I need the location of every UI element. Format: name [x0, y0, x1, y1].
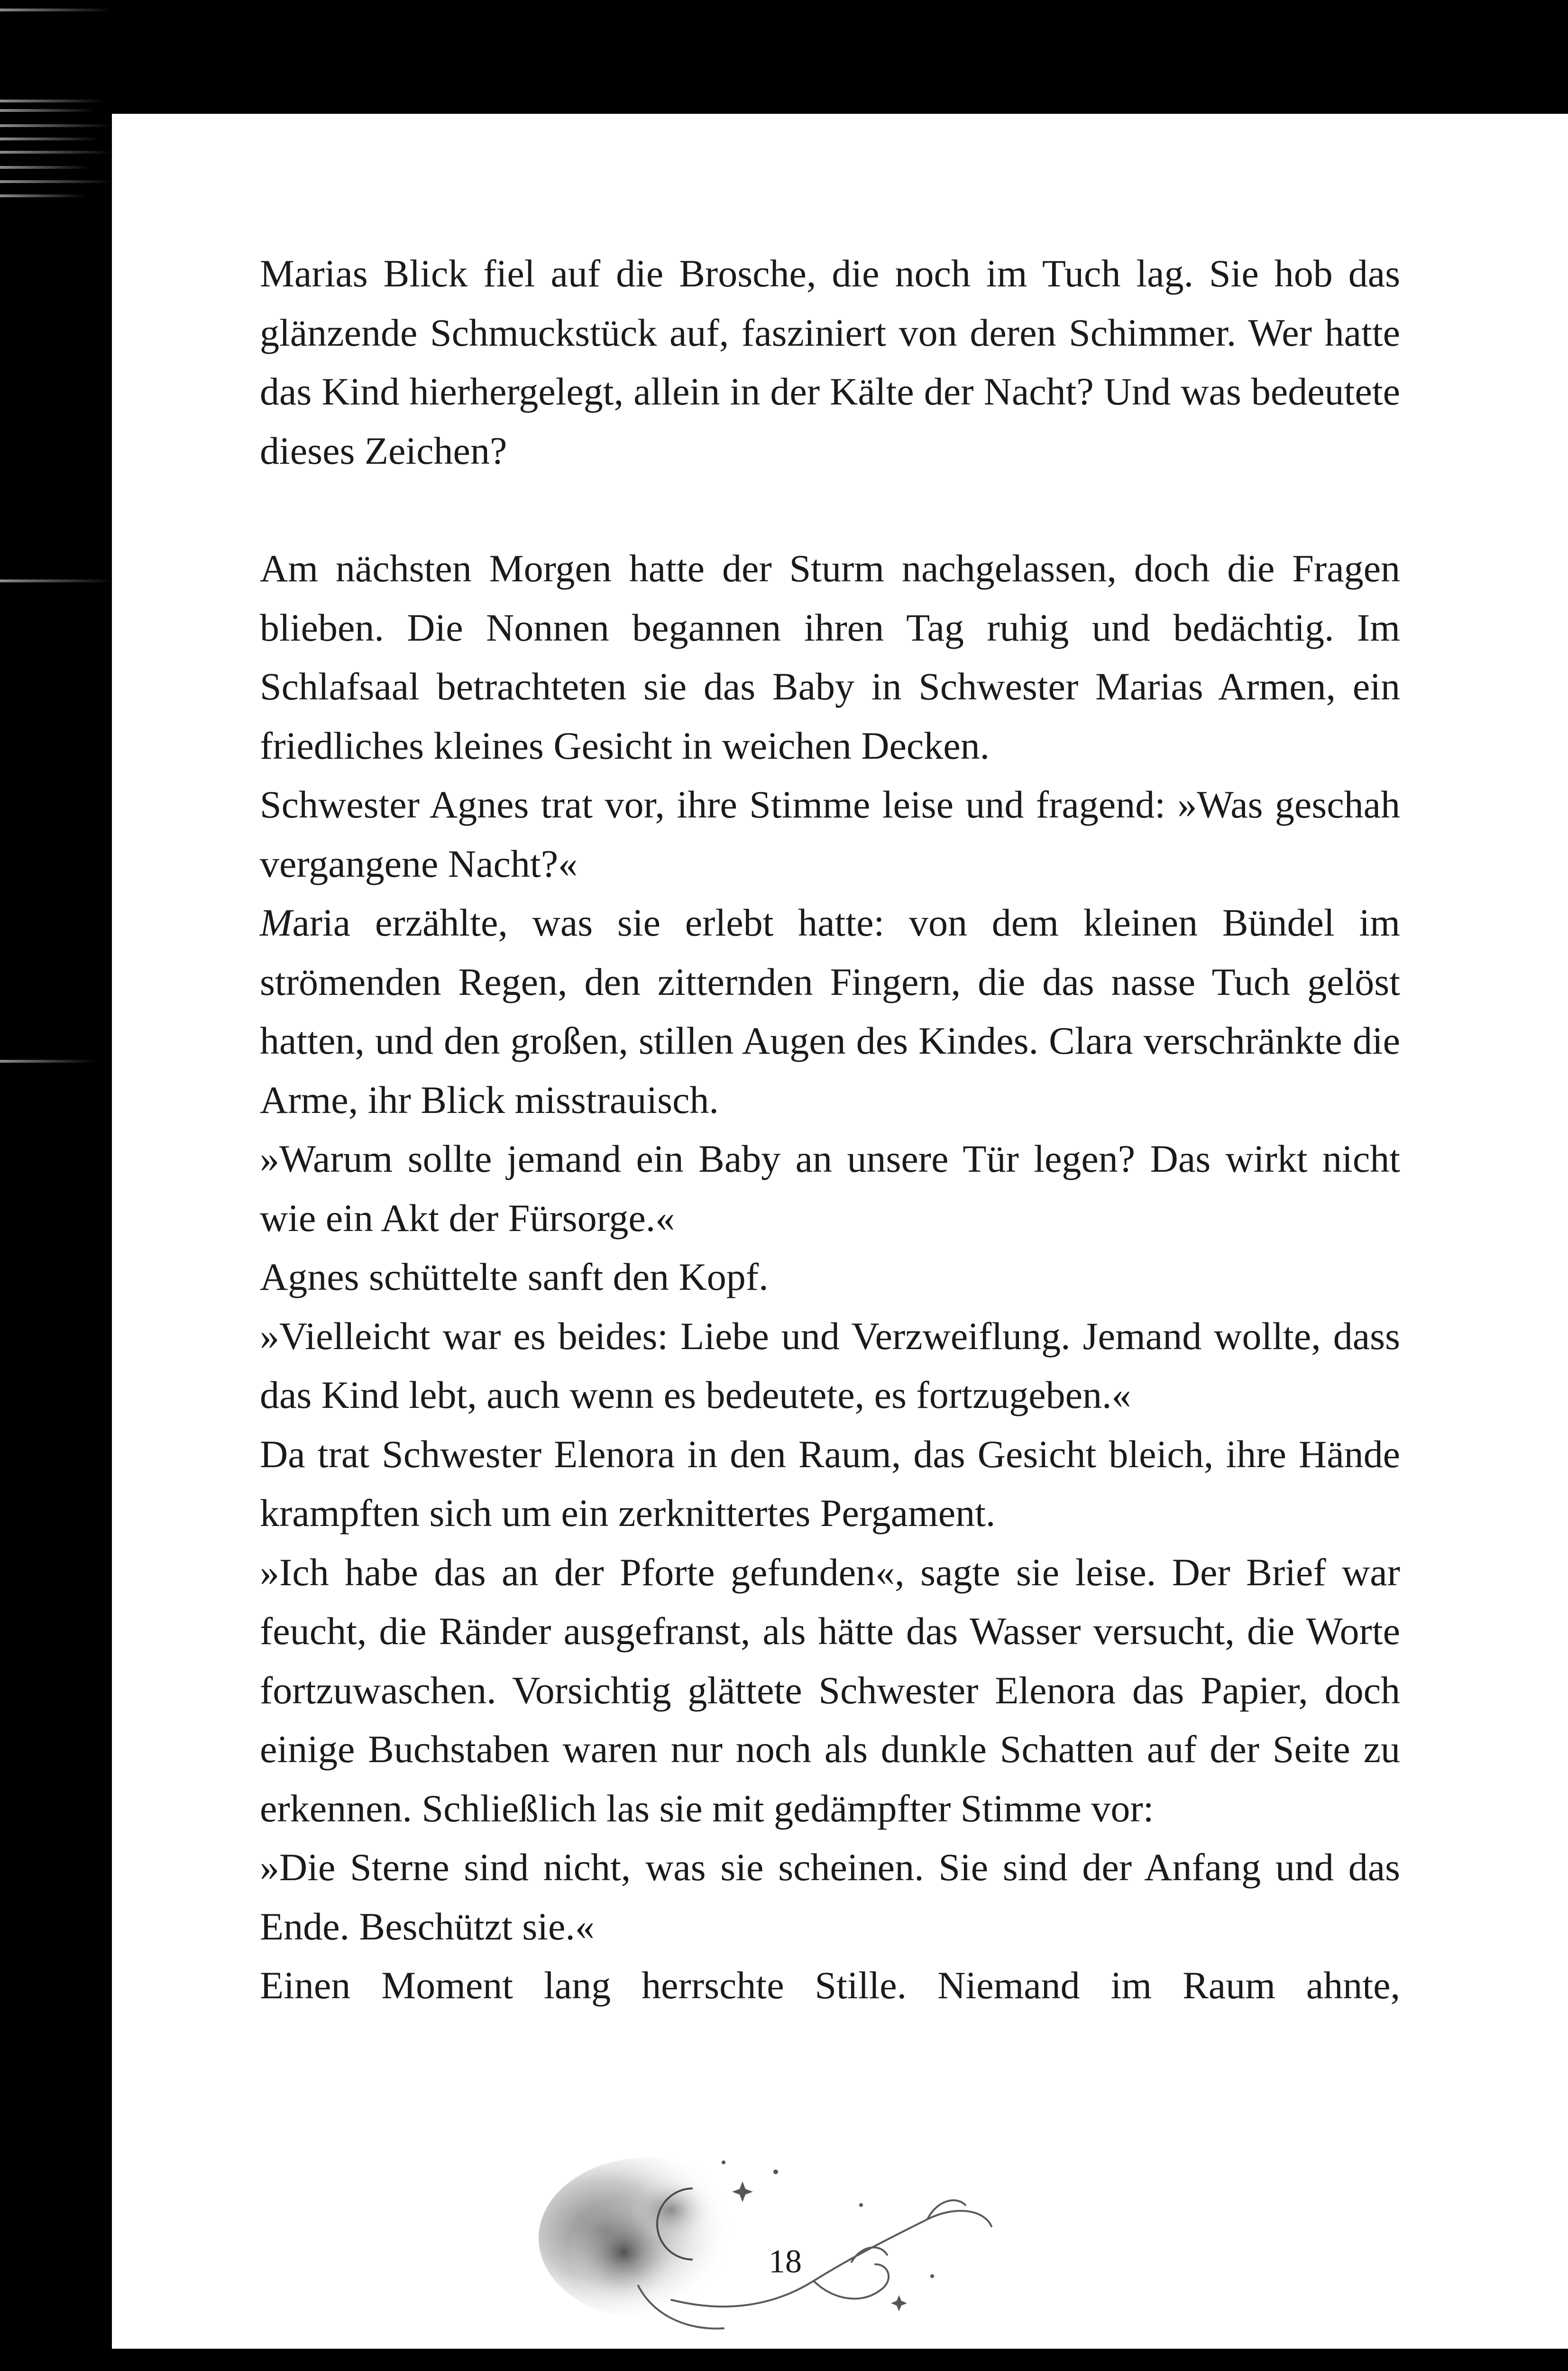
- paragraph-9: »Ich habe das an der Pforte gefunden«, sagte sie leise. Der Brief war feucht, die Ränder ausgefranst, als hätte das Wasser versucht, die Worte fortzuwaschen. Vorsichtig glättete Schwester Elenora das Papier, doch einige Buchstaben waren nur noch als dunkle Schatten auf der Seite zu erkennen. Schließlich las sie mit gedämpfter Stimme vor:: [260, 1550, 1400, 1830]
- italic-initial: M: [260, 901, 293, 944]
- paragraph-2: Am nächsten Morgen hatte der Sturm nachgelassen, doch die Fragen blieben. Die Nonnen begannen ihren Tag ruhig und bedächtig. Im Schlafsaal betrachteten sie das Baby in Schwester Marias Armen, ein friedliches kleines Gesicht in weichen Decken.: [260, 547, 1400, 767]
- page-number: 18: [769, 2243, 802, 2280]
- paragraph-11: Einen Moment lang herrschte Stille. Niemand im Raum ahnte,: [260, 1964, 1400, 2007]
- paragraph-4: [260, 893, 1400, 1130]
- paragraph-5: »Warum sollte jemand ein Baby an unsere Tür legen? Das wirkt nicht wie ein Akt der Fürsorge.«: [260, 1137, 1400, 1240]
- paragraph-4-text: aria erzählte, was sie erlebt hatte: von dem kleinen Bündel im strömenden Regen, den zitternden Fingern, die das nasse Tuch gelöst hatten, und den großen, stillen Augen des Kindes. Clara verschränkte die Arme, ihr Blick misstrauisch.: [260, 901, 1400, 1121]
- paragraph-7: »Vielleicht war es beides: Liebe und Verzweiflung. Jemand wollte, dass das Kind lebt, auch wenn es bedeutete, es fortzugeben.«: [260, 1314, 1400, 1416]
- book-page: [112, 114, 1568, 2349]
- body-text: [260, 244, 1400, 2015]
- paragraph-1: Marias Blick fiel auf die Brosche, die noch im Tuch lag. Sie hob das glänzende Schmuckstück auf, fasziniert von deren Schimmer. Wer hatte das Kind hierhergelegt, allein in der Kälte der Nacht? Und was bedeutete dieses Zeichen?: [260, 252, 1400, 472]
- scan-line-artifacts: [0, 0, 112, 2371]
- paragraph-3: Schwester Agnes trat vor, ihre Stimme leise und fragend: »Was geschah vergangene Nacht?«: [260, 783, 1400, 885]
- paragraph-10: »Die Sterne sind nicht, was sie scheinen. Sie sind der Anfang und das Ende. Beschützt sie.«: [260, 1846, 1400, 1948]
- paragraph-6: Agnes schüttelte sanft den Kopf.: [260, 1255, 769, 1298]
- paragraph-8: Da trat Schwester Elenora in den Raum, das Gesicht bleich, ihre Hände krampften sich um ein zerknittertes Pergament.: [260, 1432, 1400, 1535]
